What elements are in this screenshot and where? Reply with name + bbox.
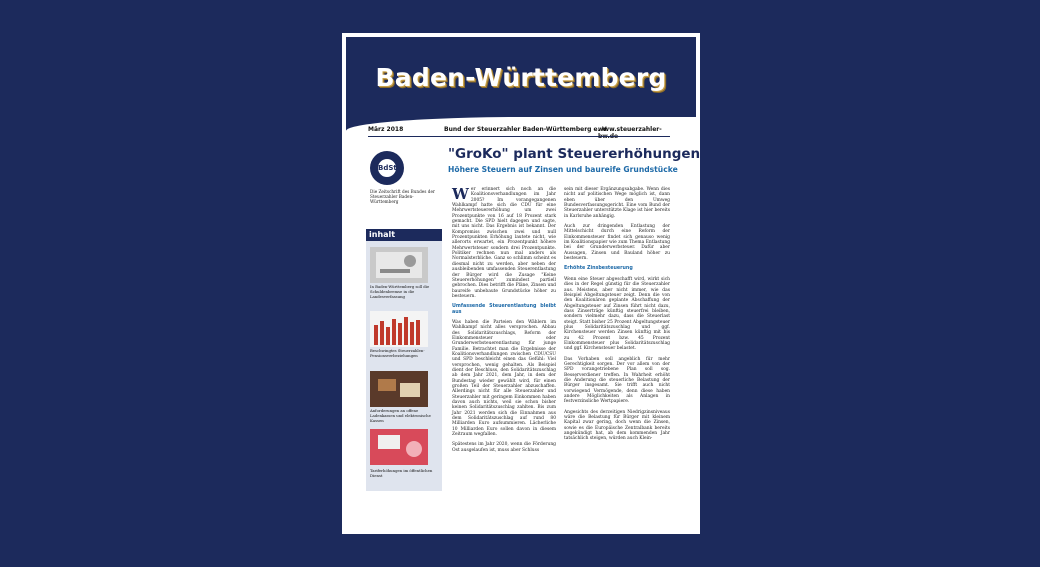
thumbnail-constitution-image bbox=[370, 247, 428, 283]
subheading-zinsbesteuerung: Erhöhte Zinsbesteuerung bbox=[564, 266, 633, 272]
article-paragraph: sein mit dieser Ergänzungsabgabe. Wenn dies nicht auf politischen Wege möglich ist, dann eben über den Umweg Bundesverfassungsgericht. Eine vom Bund der Steuerzahler unterstützte Klage ist hier bereits in Karlsruhe anhängig. bbox=[564, 187, 670, 219]
newspaper-page bbox=[342, 33, 700, 534]
logo-mark: BdSt bbox=[376, 157, 398, 179]
bdst-logo bbox=[370, 151, 404, 185]
article-paragraph: Wenn eine Steuer abgeschafft wird, wirkt sich dies in der Regel günstig für die Steuerzahler aus. Meistens, aber nicht immer, wie das Beispiel Abgeltungsteuer zeigt. Denn die von den Koalitionären geplante Abschaffung der Abgeltungsteuer auf Zinsen führt nicht dazu, dass Zinserträge künftig steuerfrei bleiben, sondern vielmehr dazu, dass die Steuerlast steigt. Statt bisher 25 Prozent Abgeltungsteuer plus Solidaritätszuschlag und ggf. Kirchensteuer werden Zinsen künftig mit bis zu 42 Prozent bzw. 45 Prozent Einkommensteuer plus Solidaritätszuschlag und ggf. Kirchensteuer belastet. bbox=[564, 276, 670, 352]
article-paragraph: Was haben die Parteien den Wählern im Wahlkampf nicht alles versprochen. Abbau des Solidaritätszuschlags, Reform der Einkommensteuer oder Grunderwerbsteuerentlastung für junge Familie. Betrachtet man die Ergebnisse der Koalitionsverhandlungen zwischen CDU/CSU und SPD beschleicht einen das Gefühl: Viel versprochen, wenig gehalten. Als Beispiel dient der Beschluss, den Solidaritätszuschlag ab dem Jahr 2021, dem Jahr, in dem der Bundestag wieder gewählt wird, für einen großen Teil der Steuerzahler abzuschaffen. Allerdings nicht für alle Steuerzahler und Steuerzahler mit geringem Einkommen haben davon auch nichts, weil sie schon bisher keinen Solidaritätszuschlag zahlten. Bis zum Jahr 2021 werden sich die Einnahmen aus dem Solidaritätszuschlag auf rund 80 Milliarden Euro aufsummieren. Lächerliche 10 Milliarden Euro sollen davon in diesem Zeitraum wegfallen. bbox=[452, 319, 556, 438]
article-lead-paragraph: er erinnert sich noch an die Koalitionsverhandlungen im Jahr 2005? Im vorangegangenen Wahlkampf hatte sich die CDU für eine Mehrwertsteuererhöhung um zwei Prozentpunkte von 16 auf 18 Prozent stark gemacht. Die SPD hielt dagegen und sagte, mit uns nicht. Das Ergebnis ist bekannt. Der Kompromiss zwischen zwei und null Prozentpunkten Erhöhung lautete nicht, wie allerorts erwartet, ein Prozentpunkt höhere Mehrwertsteuer sondern drei Prozentpunkte. Politiker rechnen nun mal anders als Normalsterbliche. Ganz so schlimm scheint es diesmal nicht zu werden, aber neben der ausbleibenden umfassenden Steuerentlastung der Bürger wird die Zusage "Keine Steuererhöhungen" zumindest partiell gebrochen. Dies betrifft die Pläne, Zinsen und baureife unbebaute Grundstücke höher zu besteuern. bbox=[452, 187, 556, 299]
article-paragraph: Spätestens im Jahr 2020, wenn die Förderung Ost ausgelaufen ist, muss aber Schluss bbox=[452, 442, 556, 453]
article-paragraph: Auch zur dringenden Entlastung der Mittelschicht durch eine Reform der Einkommensteuer findet sich genauso wenig im Koalitionspapier wie zum Thema Entlastung bei der Grunderwerbsteuer. Dafür aber Aussagen, Zinsen und Bauland höher zu besteuern. bbox=[564, 224, 670, 262]
contents-item-1: In Baden-Württemberg soll die Schuldenbremse in die Landesverfassung bbox=[370, 284, 430, 299]
thumbnail-cash-register-image bbox=[370, 371, 428, 407]
thumbnail-strike-image bbox=[370, 429, 428, 465]
thumbnail-bar-chart-image bbox=[370, 311, 428, 347]
article-paragraph: Das Vorhaben soll angeblich für mehr Gerechtigkeit sorgen. Der vor allem von der SPD vorangetriebene Plan soll sog. Besserverdiener treffen. In Wahrheit erhöht die Änderung die steuerliche Belastung der Bürger insgesamt. Sie trifft auch nicht vorwiegend Vermögende, denn diese haben andere Möglichkeiten als Anlagen in festverzinsliche Wertpapiere. bbox=[564, 356, 670, 405]
contents-heading: inhalt bbox=[366, 229, 442, 241]
logo-caption: Die Zeitschrift des Bundes der Steuerzahler Baden-Württemberg bbox=[370, 189, 435, 205]
publisher-name: Bund der Steuerzahler Baden-Württemberg e. V. bbox=[444, 126, 609, 133]
article-column-2 bbox=[564, 187, 670, 447]
article-paragraph: Angesichts des derzeitigen Niedrigzinsniveaus wäre die Belastung für Bürger mit kleinem Kapital zwar gering, doch wenn die Zinsen, sowie es die Europäische Zentralbank bereits angekündigt hat, ab dem kommenden Jahr tatsächlich steigen, würden auch Klein- bbox=[564, 409, 670, 442]
issue-date: März 2018 bbox=[368, 126, 404, 133]
subheading-steuerentlastung: Umfassende Steuerentlastung bleibt aus bbox=[452, 304, 556, 315]
contents-item-4: Tariferhöhungen im öffentlichen Dienst bbox=[370, 468, 433, 478]
article-subheadline: Höhere Steuern auf Zinsen und baureife Grundstücke bbox=[448, 165, 678, 174]
article-column-1 bbox=[452, 187, 556, 458]
contents-sidebar bbox=[366, 229, 442, 491]
contents-item-3: Anforderungen an offene Ladenkassen und elektronische Kassen bbox=[370, 408, 431, 423]
contents-item-2: Beschwingtes Steuerzahlen-Pensionsverbeziehungen bbox=[370, 348, 425, 358]
article-dropcap: W bbox=[452, 185, 469, 203]
header-rule bbox=[368, 136, 670, 137]
article-headline: "GroKo" plant Steuererhöhungen bbox=[448, 146, 700, 162]
masthead-title: Baden-Württemberg bbox=[375, 63, 667, 92]
website-url: www.steuerzahler- bbox=[598, 126, 662, 133]
